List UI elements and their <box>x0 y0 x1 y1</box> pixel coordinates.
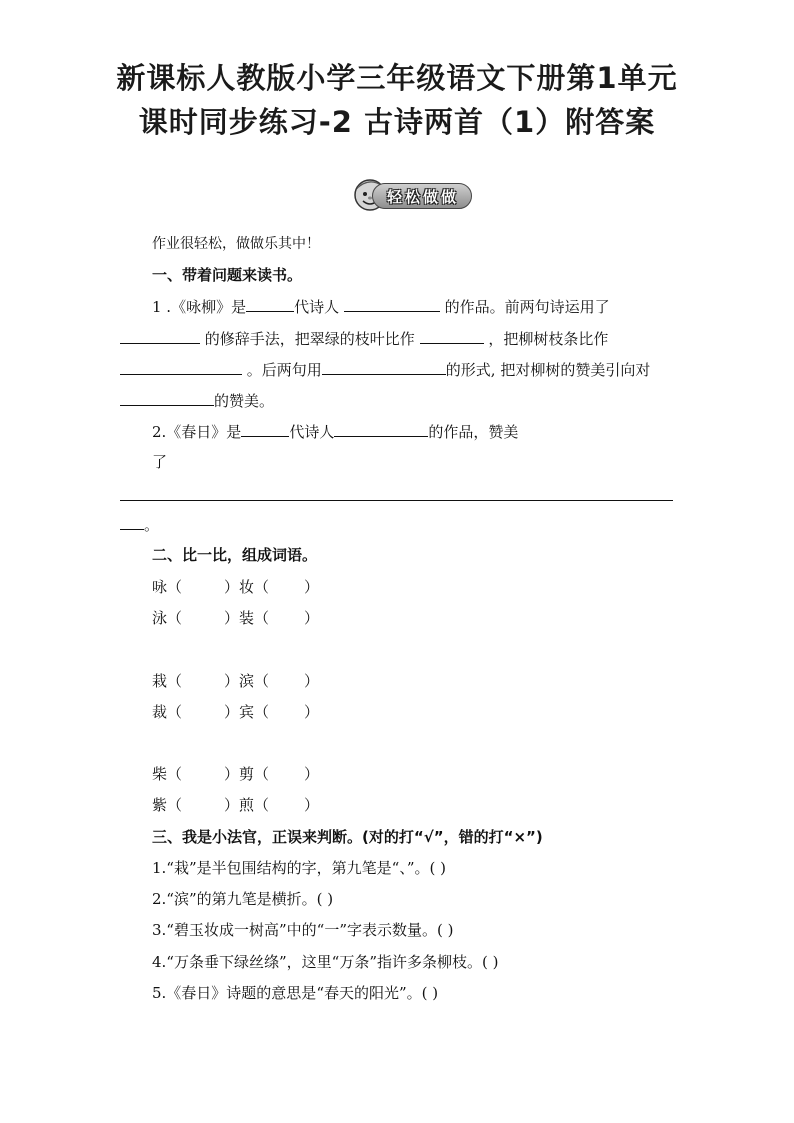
answer-blank[interactable] <box>334 421 428 437</box>
char-left: 栽（ <box>152 672 183 690</box>
q2-text-d: 了 <box>152 453 168 471</box>
page-title: 新课标人教版小学三年级语文下册第1单元 <box>116 61 678 95</box>
q2-text-a: 2.《春日》是 <box>152 423 242 441</box>
q1-text-d: 的修辞手法，把翠绿的枝叶比作 <box>204 330 415 348</box>
char-mid: ）滨（ <box>224 672 270 690</box>
q1-line3 <box>120 359 650 380</box>
q2-text-c: 的作品，赞美 <box>428 423 519 441</box>
char-right: ） <box>304 672 320 690</box>
answer-blank[interactable] <box>120 390 214 406</box>
judgement-item: 4.“万条垂下绿丝绦”，这里“万条”指许多条柳枝。( ) <box>152 953 499 971</box>
section2-heading: 二、比一比，组成词语。 <box>152 546 318 564</box>
char-left: 紫（ <box>152 796 183 814</box>
char-left: 泳（ <box>152 609 183 627</box>
char-left: 咏（ <box>152 578 183 596</box>
answer-blank[interactable] <box>120 514 144 530</box>
q1-text-c: 的作品。前两句诗运用了 <box>444 298 610 316</box>
word-pair-row <box>152 608 319 628</box>
answer-blank[interactable] <box>322 359 446 375</box>
word-pair-row <box>152 577 319 597</box>
answer-blank[interactable] <box>344 296 440 312</box>
badge-label: 轻松做做 <box>387 188 460 206</box>
judgement-item: 1.“栽”是半包围结构的字，第九笔是“、”。( ) <box>152 859 446 877</box>
intro-text: 作业很轻松，做做乐其中！ <box>152 236 320 252</box>
q1-text-e: ，把柳树枝条比作 <box>488 330 609 348</box>
badge-label-pill <box>372 183 472 209</box>
char-mid: ）煎（ <box>224 796 270 814</box>
answer-blank[interactable] <box>120 359 242 375</box>
char-right: ） <box>304 609 320 627</box>
char-mid: ）剪（ <box>224 765 270 783</box>
char-left: 裁（ <box>152 703 183 721</box>
char-right: ） <box>304 796 320 814</box>
answer-blank[interactable] <box>241 421 289 437</box>
q2-text-b: 代诗人 <box>289 423 335 441</box>
q1-line2 <box>120 328 608 349</box>
word-pair-row <box>152 764 319 784</box>
answer-blank[interactable] <box>246 296 294 312</box>
char-right: ） <box>304 765 320 783</box>
word-pair-row <box>152 702 319 722</box>
char-mid: ）妆（ <box>224 578 270 596</box>
answer-line-full[interactable] <box>120 500 673 501</box>
judgement-item: 5.《春日》诗题的意思是“春天的阳光”。( ) <box>152 984 439 1002</box>
char-mid: ）宾（ <box>224 703 270 721</box>
char-right: ） <box>304 703 320 721</box>
q2-line1 <box>152 421 518 442</box>
q1-text-b: 代诗人 <box>294 298 340 316</box>
judgement-item: 3.“碧玉妆成一树高”中的“一”字表示数量。( ) <box>152 921 454 939</box>
answer-blank[interactable] <box>120 328 200 344</box>
q2-text-e: 。 <box>144 516 160 534</box>
word-pair-row <box>152 671 319 691</box>
judgement-item: 2.“滨”的第九笔是横折。( ) <box>152 890 334 908</box>
q2-line3 <box>120 514 159 535</box>
q1-text-a: 1 .《咏柳》是 <box>152 298 247 316</box>
char-mid: ）装（ <box>224 609 270 627</box>
char-left: 柴（ <box>152 765 183 783</box>
answer-blank[interactable] <box>420 328 484 344</box>
q1-text-h: 的赞美。 <box>214 392 275 410</box>
section1-heading: 一、带着问题来读书。 <box>152 266 303 284</box>
char-right: ） <box>304 578 320 596</box>
q1-line4 <box>120 390 274 411</box>
page-subtitle: 课时同步练习-2 古诗两首（1）附答案 <box>138 105 656 139</box>
easy-practice-badge <box>350 176 474 216</box>
q1-line1 <box>152 296 610 317</box>
q1-text-g: 的形式, 把对柳树的赞美引向对 <box>445 361 651 379</box>
section3-heading: 三、我是小法官，正误来判断。(对的打“√”，错的打“×”) <box>152 828 543 846</box>
q1-text-f: 。后两句用 <box>246 361 322 379</box>
word-pair-row <box>152 795 319 815</box>
